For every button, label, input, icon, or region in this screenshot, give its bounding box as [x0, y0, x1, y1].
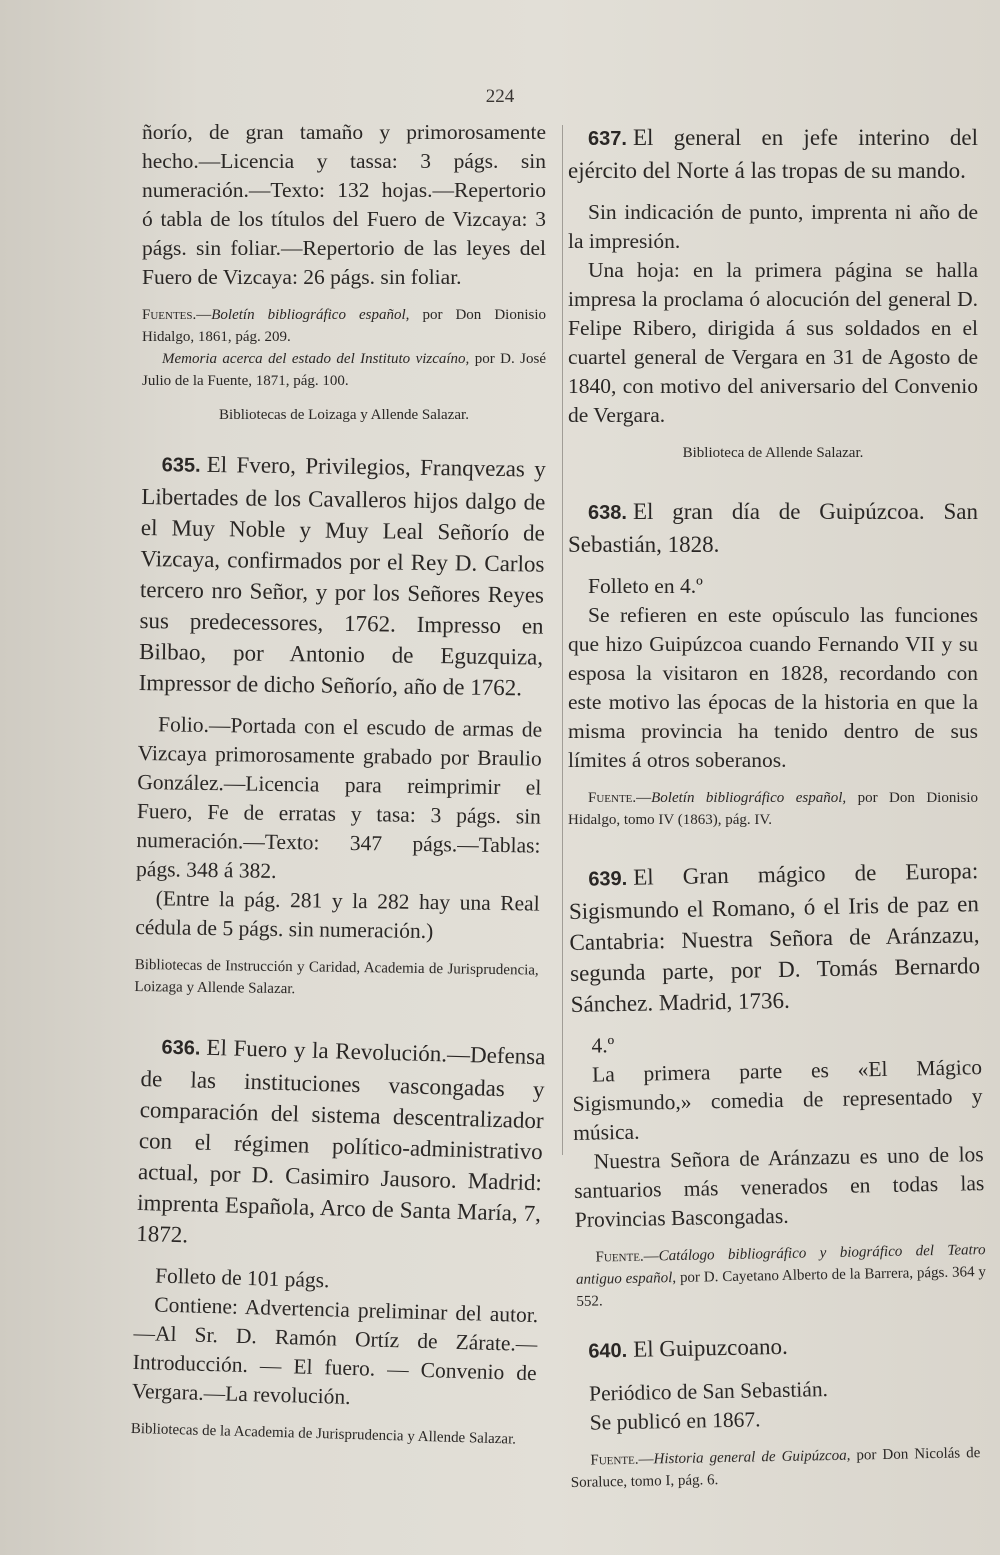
entry-description: Se refieren en este opúsculo las funciones que hizo Guipúzcoa cuando Fernando VII y su esposa la visitaron en 1828, recordando con este motivo las épocas de la historia en que la misma provincia ha tenido dentro de sus límites á otros soberanos. [568, 603, 978, 772]
entry-heading [568, 122, 978, 186]
entry-number: 639. [588, 867, 628, 891]
source-detail: por Don Nicolás de Soraluce, tomo I, pág. 6. [570, 1445, 981, 1491]
source-note: Fuente.—Historia general de Guipúzcoa, por Don Nicolás de Soraluce, tomo I, pág. 6. [570, 1445, 981, 1491]
entry-heading [568, 496, 978, 560]
entry-description: Periódico de San Sebastián. [588, 1377, 829, 1406]
source-label: Fuente. [590, 1451, 639, 1469]
entry-number: 638. [588, 502, 627, 524]
entry-title: El gran día de Guipúzcoa. San Sebastián, 1828. [568, 499, 978, 557]
libraries-note: Bibliotecas de Instrucción y Caridad, Academia de Jurisprudencia, Loizaga y Allende Salazar. [134, 956, 539, 998]
entry-number: 635. [161, 454, 201, 477]
source-note: Fuente.—Catálogo bibliográfico y biográfico del Teatro antiguo español, por D. Cayetano Alberto de la Barrera, págs. 364 y 552. [575, 1242, 987, 1310]
entry-title: El Fvero, Privilegios, Franqvezas y Libertades de los Cavalleros hijos dalgo de el Muy Noble y Muy Leal Señorío de Vizcaya, confirmados por el Rey D. Carlos tercero nro Señor, y por los Señores Reyes sus predecessores, 1762. Impresso en Bilbao, por Antonio de Eguzquiza, Impressor de dicho Señorío, año de 1762. [138, 451, 546, 701]
source-detail: por Don Dionisio Hidalgo, 1861, pág. 209. [142, 307, 546, 345]
entry-637 [568, 122, 978, 464]
entry-imprint: Sin indicación de punto, imprenta ni año de la impresión. [568, 200, 978, 253]
source-line-2 [142, 348, 546, 392]
entry-title: El Fuero y la Revolución.—Defensa de las instituciones vascongadas y comparación del sistema descentralizador con el régimen político-administrativo actual, por D. Casimiro Jausoro. Madrid: imprenta Española, Arco de Santa María, 7, 1872. [135, 1034, 546, 1248]
entry-description: Se publicó en 1867. [589, 1407, 761, 1435]
libraries-note: Bibliotecas de Loizaga y Allende Salazar. [219, 407, 469, 423]
entry-note: (Entre la pág. 281 y la 282 hay una Real cédula de 5 págs. sin numeración.) [135, 886, 540, 944]
libraries-note: Bibliotecas de la Academia de Jurisprudencia y Allende Salazar. [130, 1420, 517, 1448]
entry-639 [568, 855, 987, 1313]
entry-number: 640. [588, 1339, 628, 1363]
source-title: Historia general de Guipúzcoa, [653, 1447, 851, 1468]
entry-640 [568, 1327, 981, 1494]
entry-format: Folleto de 101 págs. [154, 1263, 330, 1293]
entry-note: Nuestra Señora de Aránzazu es uno de los santuarios más venerados en todas las Provincias Bascongadas. [574, 1142, 985, 1232]
entry-title: El general en jefe interino del ejército del Norte á las tropas de su mando. [568, 125, 978, 183]
sources-label: Fuentes. [142, 307, 197, 323]
source-title: Boletín bibliográfico español, [211, 307, 410, 323]
source-detail: por D. Cayetano Alberto de la Barrera, págs. 364 y 552. [576, 1264, 987, 1310]
entry-format: 4.º [591, 1033, 615, 1058]
entry-heading [136, 1030, 546, 1260]
entry-description: Folio.—Portada con el escudo de armas de Vizcaya primorosamente grabado por Braulio González.—Licencia para reimprimir el Fuero, Fe de erratas y tasa: 3 págs. sin numeración.—Texto: 347 págs.—Tablas: págs. 348 á 382. [135, 712, 543, 883]
source-title: Catálogo bibliográfico y biográfico del Teatro antiguo español, [575, 1242, 986, 1288]
entry-format: Folleto en 4.º [588, 574, 703, 598]
page-number: 224 [485, 86, 515, 107]
sources-635-prev: Fuentes.—Boletín bibliográfico español, por Don Dionisio Hidalgo, 1861, pág. 209. [142, 307, 546, 345]
entry-title: El Guipuzcoano. [632, 1333, 789, 1362]
source-label: Fuente. [588, 790, 637, 806]
source-label: Fuente. [595, 1248, 644, 1266]
entry-635 [134, 448, 546, 1004]
column-divider [562, 125, 563, 1155]
source-note: Fuente.—Boletín bibliográfico español, por Don Dionisio Hidalgo, tomo IV (1863), pág. IV. [568, 790, 979, 828]
entry-636 [131, 1030, 546, 1451]
source-title: Memoria acerca del estado del Instituto vizcaíno, [162, 351, 470, 367]
entry-heading [568, 855, 981, 1020]
entry-description: Una hoja: en la primera página se halla impresa la proclama ó alocución del general D. Felipe Ribero, dirigida á sus soldados en el cuartel general de Vergara en 31 de Agosto de 1840, con motivo del aniversario del Convenio de Vergara. [568, 258, 978, 427]
entry-number: 637. [588, 128, 627, 150]
source-detail: por D. José Julio de la Fuente, 1871, pág. 100. [142, 351, 546, 389]
entry-title: El Gran mágico de Europa: Sigismundo el Romano, ó el Iris de paz en Cantabria: Nuestra Señora de Aránzazu, segunda parte, por D. Tomás Bernardo Sánchez. Madrid, 1736. [568, 858, 981, 1017]
source-title: Boletín bibliográfico español, [651, 790, 847, 806]
source-detail: por Don Dionisio Hidalgo, tomo IV (1863), pág. IV. [568, 790, 979, 828]
entry-note: La primera parte es «El Mágico Sigismundo,» comedia de representado y música. [572, 1055, 983, 1145]
entry-contents: Contiene: Advertencia preliminar del autor.—Al Sr. D. Ramón Ortíz de Zárate.—Introducción. — El fuero. — Convenio de Vergara.—La revolución. [131, 1292, 539, 1409]
entry-heading [139, 448, 546, 704]
entry-638 [568, 496, 978, 831]
continuation-text: ñorío, de gran tamaño y primorosamente hecho.—Licencia y tassa: 3 págs. sin numeración.—Texto: 132 hojas.—Repertorio ó tabla de los títulos del Fuero de Vizcaya: 3 págs. sin foliar.—Repertorio de las leyes del Fuero de Vizcaya: 26 págs. sin foliar. [142, 120, 546, 289]
entry-number: 636. [161, 1036, 201, 1060]
right-column [568, 122, 987, 1494]
libraries-note: Biblioteca de Allende Salazar. [682, 445, 864, 461]
left-column [130, 118, 546, 1448]
